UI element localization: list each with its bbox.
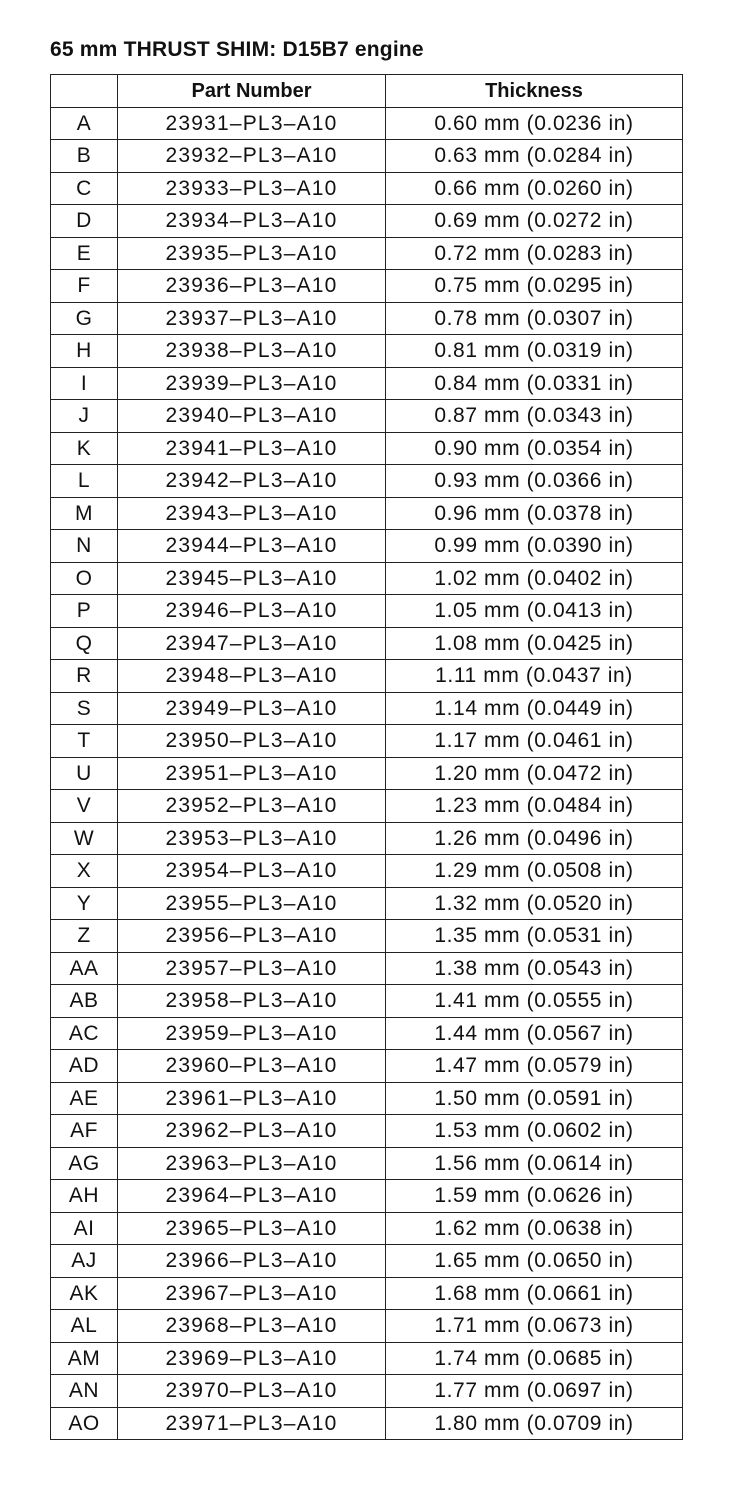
table-row xyxy=(51,562,683,595)
table-row xyxy=(51,920,683,953)
thickness-cell: 0.69 mm (0.0272 in) xyxy=(386,205,683,238)
table-row xyxy=(51,822,683,855)
thickness-cell: 0.60 mm (0.0236 in) xyxy=(386,107,683,140)
table-row xyxy=(51,985,683,1018)
table-row xyxy=(51,1407,683,1440)
thrust-shim-table xyxy=(50,74,683,1440)
part-number-cell: 23934–PL3–A10 xyxy=(118,205,386,238)
table-row xyxy=(51,1342,683,1375)
part-number-cell: 23965–PL3–A10 xyxy=(118,1212,386,1245)
table-row xyxy=(51,692,683,725)
table-row xyxy=(51,1017,683,1050)
part-number-cell: 23940–PL3–A10 xyxy=(118,400,386,433)
part-number-cell: 23932–PL3–A10 xyxy=(118,140,386,173)
shim-code-cell: F xyxy=(51,270,118,303)
thickness-cell: 1.56 mm (0.0614 in) xyxy=(386,1147,683,1180)
shim-code-cell: V xyxy=(51,790,118,823)
table-row xyxy=(51,660,683,693)
table-row xyxy=(51,725,683,758)
part-number-cell: 23958–PL3–A10 xyxy=(118,985,386,1018)
table-row xyxy=(51,107,683,140)
shim-code-cell: G xyxy=(51,302,118,335)
shim-code-cell: AI xyxy=(51,1212,118,1245)
table-row xyxy=(51,302,683,335)
part-number-cell: 23964–PL3–A10 xyxy=(118,1180,386,1213)
header-part-number: Part Number xyxy=(118,75,386,108)
shim-code-cell: AA xyxy=(51,952,118,985)
part-number-cell: 23970–PL3–A10 xyxy=(118,1375,386,1408)
page-title: 65 mm THRUST SHIM: D15B7 engine xyxy=(50,38,424,61)
table-row xyxy=(51,1375,683,1408)
shim-code-cell: AG xyxy=(51,1147,118,1180)
table-row xyxy=(51,1245,683,1278)
shim-code-cell: E xyxy=(51,237,118,270)
part-number-cell: 23947–PL3–A10 xyxy=(118,627,386,660)
thickness-cell: 0.90 mm (0.0354 in) xyxy=(386,432,683,465)
shim-code-cell: N xyxy=(51,530,118,563)
table-row xyxy=(51,270,683,303)
header-row xyxy=(51,75,683,108)
table-row xyxy=(51,1212,683,1245)
part-number-cell: 23949–PL3–A10 xyxy=(118,692,386,725)
part-number-cell: 23967–PL3–A10 xyxy=(118,1277,386,1310)
table-row xyxy=(51,1082,683,1115)
shim-code-cell: T xyxy=(51,725,118,758)
thickness-cell: 1.68 mm (0.0661 in) xyxy=(386,1277,683,1310)
table-row xyxy=(51,1277,683,1310)
part-number-cell: 23963–PL3–A10 xyxy=(118,1147,386,1180)
part-number-cell: 23961–PL3–A10 xyxy=(118,1082,386,1115)
shim-code-cell: M xyxy=(51,497,118,530)
shim-code-cell: W xyxy=(51,822,118,855)
thickness-cell: 1.44 mm (0.0567 in) xyxy=(386,1017,683,1050)
part-number-cell: 23946–PL3–A10 xyxy=(118,595,386,628)
thickness-cell: 0.99 mm (0.0390 in) xyxy=(386,530,683,563)
part-number-cell: 23945–PL3–A10 xyxy=(118,562,386,595)
table-row xyxy=(51,237,683,270)
shim-code-cell: AD xyxy=(51,1050,118,1083)
part-number-cell: 23942–PL3–A10 xyxy=(118,465,386,498)
thickness-cell: 0.63 mm (0.0284 in) xyxy=(386,140,683,173)
thickness-cell: 1.26 mm (0.0496 in) xyxy=(386,822,683,855)
shim-code-cell: K xyxy=(51,432,118,465)
thickness-cell: 1.38 mm (0.0543 in) xyxy=(386,952,683,985)
thickness-cell: 0.87 mm (0.0343 in) xyxy=(386,400,683,433)
table-row xyxy=(51,172,683,205)
shim-code-cell: Y xyxy=(51,887,118,920)
shim-code-cell: J xyxy=(51,400,118,433)
part-number-cell: 23941–PL3–A10 xyxy=(118,432,386,465)
shim-code-cell: AH xyxy=(51,1180,118,1213)
shim-code-cell: U xyxy=(51,757,118,790)
table-row xyxy=(51,855,683,888)
shim-code-cell: H xyxy=(51,335,118,368)
thickness-cell: 1.29 mm (0.0508 in) xyxy=(386,855,683,888)
thickness-cell: 1.53 mm (0.0602 in) xyxy=(386,1115,683,1148)
thickness-cell: 0.72 mm (0.0283 in) xyxy=(386,237,683,270)
table-row xyxy=(51,595,683,628)
part-number-cell: 23935–PL3–A10 xyxy=(118,237,386,270)
shim-code-cell: P xyxy=(51,595,118,628)
thickness-cell: 1.20 mm (0.0472 in) xyxy=(386,757,683,790)
thickness-cell: 0.96 mm (0.0378 in) xyxy=(386,497,683,530)
thickness-cell: 1.50 mm (0.0591 in) xyxy=(386,1082,683,1115)
shim-code-cell: D xyxy=(51,205,118,238)
thickness-cell: 1.77 mm (0.0697 in) xyxy=(386,1375,683,1408)
thickness-cell: 1.41 mm (0.0555 in) xyxy=(386,985,683,1018)
thickness-cell: 1.71 mm (0.0673 in) xyxy=(386,1310,683,1343)
shim-code-cell: B xyxy=(51,140,118,173)
part-number-cell: 23955–PL3–A10 xyxy=(118,887,386,920)
table-row xyxy=(51,497,683,530)
shim-code-cell: AB xyxy=(51,985,118,1018)
part-number-cell: 23971–PL3–A10 xyxy=(118,1407,386,1440)
part-number-cell: 23952–PL3–A10 xyxy=(118,790,386,823)
shim-code-cell: AE xyxy=(51,1082,118,1115)
table-row xyxy=(51,140,683,173)
table-row xyxy=(51,335,683,368)
part-number-cell: 23969–PL3–A10 xyxy=(118,1342,386,1375)
thickness-cell: 1.23 mm (0.0484 in) xyxy=(386,790,683,823)
thickness-cell: 1.74 mm (0.0685 in) xyxy=(386,1342,683,1375)
thickness-cell: 1.11 mm (0.0437 in) xyxy=(386,660,683,693)
thickness-cell: 0.93 mm (0.0366 in) xyxy=(386,465,683,498)
shim-code-cell: AF xyxy=(51,1115,118,1148)
part-number-cell: 23931–PL3–A10 xyxy=(118,107,386,140)
thickness-cell: 1.05 mm (0.0413 in) xyxy=(386,595,683,628)
thickness-cell: 1.65 mm (0.0650 in) xyxy=(386,1245,683,1278)
thickness-cell: 1.47 mm (0.0579 in) xyxy=(386,1050,683,1083)
thickness-cell: 0.75 mm (0.0295 in) xyxy=(386,270,683,303)
table-row xyxy=(51,952,683,985)
thickness-cell: 0.84 mm (0.0331 in) xyxy=(386,367,683,400)
thickness-cell: 0.81 mm (0.0319 in) xyxy=(386,335,683,368)
shim-code-cell: AJ xyxy=(51,1245,118,1278)
shim-code-cell: AL xyxy=(51,1310,118,1343)
thickness-cell: 0.78 mm (0.0307 in) xyxy=(386,302,683,335)
shim-code-cell: C xyxy=(51,172,118,205)
thickness-cell: 1.32 mm (0.0520 in) xyxy=(386,887,683,920)
shim-code-cell: Q xyxy=(51,627,118,660)
shim-code-cell: AM xyxy=(51,1342,118,1375)
thickness-cell: 1.35 mm (0.0531 in) xyxy=(386,920,683,953)
table-row xyxy=(51,1115,683,1148)
part-number-cell: 23956–PL3–A10 xyxy=(118,920,386,953)
part-number-cell: 23937–PL3–A10 xyxy=(118,302,386,335)
table-row xyxy=(51,465,683,498)
part-number-cell: 23939–PL3–A10 xyxy=(118,367,386,400)
part-number-cell: 23950–PL3–A10 xyxy=(118,725,386,758)
table-body xyxy=(51,107,683,1440)
part-number-cell: 23968–PL3–A10 xyxy=(118,1310,386,1343)
shim-code-cell: AN xyxy=(51,1375,118,1408)
thickness-cell: 0.66 mm (0.0260 in) xyxy=(386,172,683,205)
shim-code-cell: L xyxy=(51,465,118,498)
shim-code-cell: AK xyxy=(51,1277,118,1310)
part-number-cell: 23957–PL3–A10 xyxy=(118,952,386,985)
part-number-cell: 23959–PL3–A10 xyxy=(118,1017,386,1050)
part-number-cell: 23944–PL3–A10 xyxy=(118,530,386,563)
thickness-cell: 1.17 mm (0.0461 in) xyxy=(386,725,683,758)
table-row xyxy=(51,887,683,920)
shim-code-cell: AC xyxy=(51,1017,118,1050)
table-row xyxy=(51,205,683,238)
part-number-cell: 23962–PL3–A10 xyxy=(118,1115,386,1148)
table-row xyxy=(51,530,683,563)
header-thickness: Thickness xyxy=(386,75,683,108)
part-number-cell: 23938–PL3–A10 xyxy=(118,335,386,368)
thickness-cell: 1.80 mm (0.0709 in) xyxy=(386,1407,683,1440)
table-row xyxy=(51,1050,683,1083)
thickness-cell: 1.62 mm (0.0638 in) xyxy=(386,1212,683,1245)
shim-code-cell: A xyxy=(51,107,118,140)
part-number-cell: 23960–PL3–A10 xyxy=(118,1050,386,1083)
header-code xyxy=(51,75,118,108)
part-number-cell: 23951–PL3–A10 xyxy=(118,757,386,790)
part-number-cell: 23933–PL3–A10 xyxy=(118,172,386,205)
thickness-cell: 1.14 mm (0.0449 in) xyxy=(386,692,683,725)
part-number-cell: 23943–PL3–A10 xyxy=(118,497,386,530)
table-row xyxy=(51,367,683,400)
shim-code-cell: R xyxy=(51,660,118,693)
table-row xyxy=(51,400,683,433)
thickness-cell: 1.02 mm (0.0402 in) xyxy=(386,562,683,595)
table-row xyxy=(51,790,683,823)
thickness-cell: 1.59 mm (0.0626 in) xyxy=(386,1180,683,1213)
shim-code-cell: X xyxy=(51,855,118,888)
part-number-cell: 23953–PL3–A10 xyxy=(118,822,386,855)
part-number-cell: 23966–PL3–A10 xyxy=(118,1245,386,1278)
shim-code-cell: O xyxy=(51,562,118,595)
table-row xyxy=(51,432,683,465)
table-row xyxy=(51,1147,683,1180)
part-number-cell: 23948–PL3–A10 xyxy=(118,660,386,693)
shim-code-cell: AO xyxy=(51,1407,118,1440)
part-number-cell: 23954–PL3–A10 xyxy=(118,855,386,888)
thickness-cell: 1.08 mm (0.0425 in) xyxy=(386,627,683,660)
table-row xyxy=(51,627,683,660)
part-number-cell: 23936–PL3–A10 xyxy=(118,270,386,303)
table-row xyxy=(51,757,683,790)
shim-code-cell: S xyxy=(51,692,118,725)
shim-code-cell: Z xyxy=(51,920,118,953)
table-row xyxy=(51,1180,683,1213)
shim-code-cell: I xyxy=(51,367,118,400)
table-row xyxy=(51,1310,683,1343)
